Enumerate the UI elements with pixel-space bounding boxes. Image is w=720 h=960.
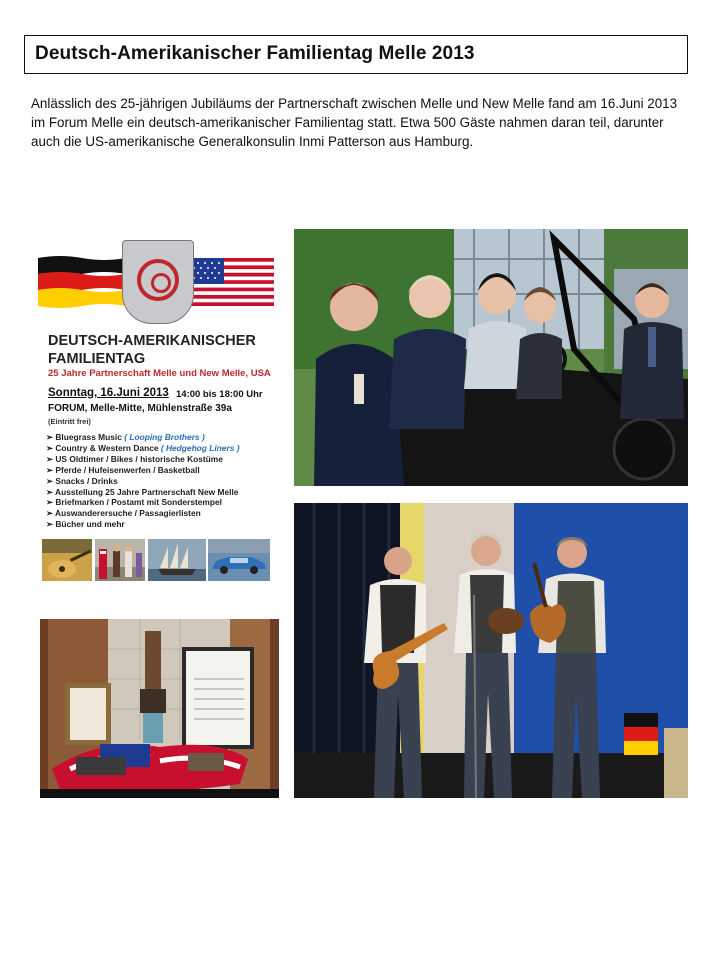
costume-thumbnail	[95, 539, 145, 581]
photo-bluegrass-band	[294, 503, 688, 798]
flyer-admission: (Eintritt frei)	[48, 417, 91, 426]
city-crest-icon	[122, 240, 194, 324]
page-title: Deutsch-Amerikanischer Familientag Melle 2013	[35, 43, 475, 64]
list-item: ➢ Snacks / Drinks	[46, 476, 240, 487]
flyer-heading: DEUTSCH-AMERIKANISCHER FAMILIENTAG	[48, 333, 256, 367]
list-item: ➢ Country & Western Dance ( Hedgehog Liners )	[46, 443, 240, 454]
us-flag-icon	[186, 254, 274, 310]
guitar-thumbnail	[42, 539, 92, 581]
event-flyer	[34, 236, 274, 586]
photo-exhibition-showcase	[40, 619, 279, 798]
title-box	[24, 35, 688, 74]
flyer-time: 14:00 bis 18:00 Uhr	[176, 389, 263, 400]
list-item: ➢ Briefmarken / Postamt mit Sonderstempel	[46, 497, 240, 508]
list-item: ➢ Auswanderersuche / Passagierlisten	[46, 508, 240, 519]
list-item: ➢ Bücher und mehr	[46, 519, 240, 530]
flyer-subtitle: 25 Jahre Partnerschaft Melle und New Melle, USA	[48, 368, 271, 379]
german-flag-icon	[38, 254, 126, 310]
flyer-program-list	[46, 432, 240, 530]
intro-paragraph: Anlässlich des 25-jährigen Jubiläums der Partnerschaft zwischen Melle und New Melle fand am 16.Juni 2013 im Forum Melle ein deutsch-amerikanischer Familientag statt. Etwa 500 Gäste nahmen daran teil, darunter auch die US-amerikanische Generalkonsulin Inmi Patterson aus Hamburg.	[31, 96, 678, 149]
car-thumbnail	[208, 539, 270, 581]
flyer-place: FORUM, Melle-Mitte, Mühlenstraße 39a	[48, 403, 232, 414]
list-item: ➢ Ausstellung 25 Jahre Partnerschaft New Melle	[46, 487, 240, 498]
ship-thumbnail	[148, 539, 206, 581]
list-item: ➢ Pferde / Hufeisenwerfen / Basketball	[46, 465, 240, 476]
list-item: ➢ US Oldtimer / Bikes / historische Kostüme	[46, 454, 240, 465]
list-item: ➢ Bluegrass Music ( Looping Brothers )	[46, 432, 240, 443]
photo-guests-in-oldtimer	[294, 229, 688, 486]
flyer-date: Sonntag, 16.Juni 2013	[48, 387, 169, 399]
